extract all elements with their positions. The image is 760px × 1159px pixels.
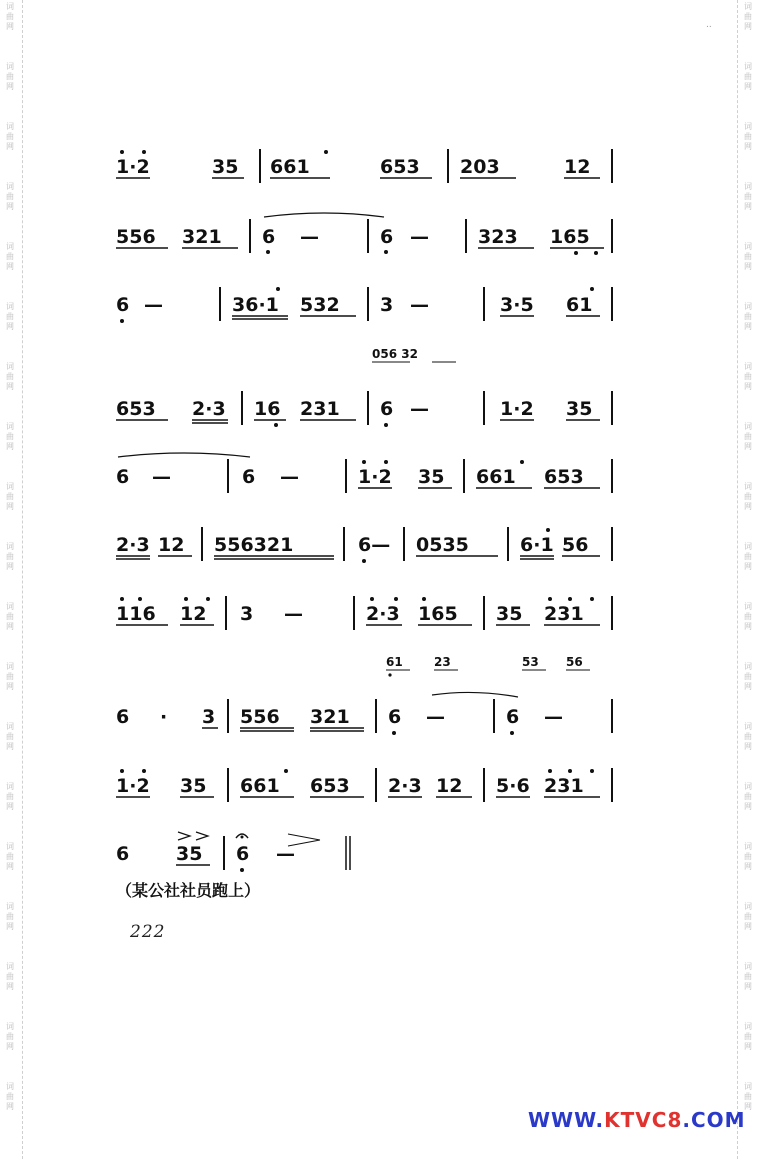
note-1-4: 653	[380, 156, 420, 178]
note-9-1: 1·2	[116, 775, 150, 797]
note-10-1: 6	[116, 843, 130, 865]
watermark-glyphs: 词 曲 网	[744, 902, 752, 931]
cue-8-3: 53	[522, 655, 539, 669]
note-2-4: —	[300, 226, 319, 248]
note-8-5: 321	[310, 706, 350, 728]
note-9-8: 231	[544, 775, 584, 797]
note-9-6: 12	[436, 775, 463, 797]
note-5-7: 661	[476, 466, 516, 488]
watermark-glyphs: 词 曲 网	[744, 242, 752, 271]
note-1-3: 661	[270, 156, 310, 178]
watermark-glyphs: 词 曲 网	[744, 122, 752, 151]
note-1-2: 35	[212, 156, 239, 178]
note-5-3: 6	[242, 466, 256, 488]
note-7-3: 3	[240, 603, 254, 625]
watermark-glyphs: 词 曲 网	[6, 602, 14, 631]
watermark-glyphs: 词 曲 网	[6, 182, 14, 211]
right-watermark-strip	[737, 0, 760, 1159]
note-8-8: 6	[506, 706, 520, 728]
note-3-2: —	[144, 294, 163, 316]
watermark-glyphs: 词 曲 网	[6, 62, 14, 91]
watermark-glyphs: 词 曲 网	[744, 1022, 752, 1051]
note-5-6: 35	[418, 466, 445, 488]
site-suffix: .COM	[682, 1108, 746, 1132]
watermark-glyphs: 词 曲 网	[744, 302, 752, 331]
watermark-glyphs: 词 曲 网	[6, 1082, 14, 1111]
page-number: 222	[130, 922, 166, 942]
note-2-6: —	[410, 226, 429, 248]
note-8-7: —	[426, 706, 445, 728]
note-3-5: 3	[380, 294, 394, 316]
note-4-5: 6	[380, 398, 394, 420]
note-1-6: 12	[564, 156, 591, 178]
site-brand: KTVC8	[604, 1108, 683, 1132]
watermark-glyphs: 词 曲 网	[6, 2, 14, 31]
score-line-8	[114, 695, 614, 735]
note-4-1: 653	[116, 398, 156, 420]
note-9-3: 661	[240, 775, 280, 797]
note-3-3: 36·1	[232, 294, 279, 316]
note-8-6: 6	[388, 706, 402, 728]
watermark-glyphs: 词 曲 网	[6, 422, 14, 451]
cue-8-2: 23	[434, 655, 451, 669]
score-line-3	[114, 283, 614, 323]
watermark-glyphs: 词 曲 网	[744, 62, 752, 91]
note-6-5: 0535	[416, 534, 469, 556]
score-line-4	[114, 387, 614, 427]
watermark-glyphs: 词 曲 网	[744, 722, 752, 751]
note-5-1: 6	[116, 466, 130, 488]
note-7-4: —	[284, 603, 303, 625]
watermark-glyphs: 词 曲 网	[6, 302, 14, 331]
score-line-6	[114, 523, 614, 563]
note-1-5: 203	[460, 156, 500, 178]
watermark-glyphs: 词 曲 网	[6, 362, 14, 391]
watermark-glyphs: 词 曲 网	[744, 2, 752, 31]
score-line-2	[114, 215, 614, 255]
site-prefix: WWW.	[528, 1108, 605, 1132]
note-2-7: 323	[478, 226, 518, 248]
watermark-glyphs: 词 曲 网	[744, 182, 752, 211]
cue-4: 056 32	[372, 347, 418, 361]
note-8-3: 3	[202, 706, 216, 728]
watermark-glyphs: 词 曲 网	[744, 362, 752, 391]
note-7-6: 165	[418, 603, 458, 625]
watermark-glyphs: 词 曲 网	[744, 422, 752, 451]
note-4-4: 231	[300, 398, 340, 420]
note-7-1: 116	[116, 603, 156, 625]
note-4-8: 35	[566, 398, 593, 420]
watermark-glyphs: 词 曲 网	[6, 962, 14, 991]
watermark-glyphs: 词 曲 网	[6, 722, 14, 751]
score-line-1	[114, 145, 614, 185]
note-3-8: 61	[566, 294, 593, 316]
note-9-2: 35	[180, 775, 207, 797]
note-9-4: 653	[310, 775, 350, 797]
watermark-glyphs: 词 曲 网	[744, 962, 752, 991]
watermark-glyphs: 词 曲 网	[744, 782, 752, 811]
note-1-1: 1·2	[116, 156, 150, 178]
watermark-glyphs: 词 曲 网	[744, 1082, 752, 1111]
note-2-5: 6	[380, 226, 394, 248]
note-7-2: 12	[180, 603, 207, 625]
watermark-glyphs: 词 曲 网	[6, 122, 14, 151]
watermark-glyphs: 词 曲 网	[6, 542, 14, 571]
cue-8-4: 56	[566, 655, 583, 669]
note-5-2: —	[152, 466, 171, 488]
note-6-4: 6—	[358, 534, 391, 556]
note-7-8: 231	[544, 603, 584, 625]
note-2-1: 556	[116, 226, 156, 248]
note-3-7: 3·5	[500, 294, 534, 316]
note-10-3: 6	[236, 843, 250, 865]
note-5-8: 653	[544, 466, 584, 488]
note-3-1: 6	[116, 294, 130, 316]
note-4-7: 1·2	[500, 398, 534, 420]
score-line-4-cue	[114, 340, 614, 364]
watermark-glyphs: 词 曲 网	[6, 482, 14, 511]
watermark-glyphs: 词 曲 网	[744, 542, 752, 571]
site-watermark[interactable]	[528, 1108, 746, 1132]
note-5-5: 1·2	[358, 466, 392, 488]
score-line-8-cue	[114, 648, 614, 678]
watermark-glyphs: 词 曲 网	[6, 902, 14, 931]
corner-mark: ..	[706, 20, 712, 30]
watermark-glyphs: 词 曲 网	[6, 242, 14, 271]
watermark-glyphs: 词 曲 网	[6, 662, 14, 691]
note-4-2: 2·3	[192, 398, 226, 420]
left-watermark-strip	[0, 0, 23, 1159]
note-6-6: 6·1	[520, 534, 554, 556]
watermark-glyphs: 词 曲 网	[744, 842, 752, 871]
note-8-1: 6	[116, 706, 130, 728]
note-4-3: 16	[254, 398, 281, 420]
score-line-10	[114, 832, 614, 872]
watermark-glyphs: 词 曲 网	[744, 482, 752, 511]
watermark-glyphs: 词 曲 网	[6, 782, 14, 811]
note-9-5: 2·3	[388, 775, 422, 797]
note-3-6: —	[410, 294, 429, 316]
note-4-6: —	[410, 398, 429, 420]
stage-direction: （某公社社员跑上）	[116, 881, 261, 900]
note-9-7: 5·6	[496, 775, 530, 797]
score-line-7	[114, 592, 614, 632]
note-3-4: 532	[300, 294, 340, 316]
note-7-5: 2·3	[366, 603, 400, 625]
note-10-4: —	[276, 843, 295, 865]
note-2-8: 165	[550, 226, 590, 248]
watermark-glyphs: 词 曲 网	[6, 842, 14, 871]
score-line-5	[114, 455, 614, 495]
watermark-glyphs: 词 曲 网	[744, 662, 752, 691]
note-2-3: 6	[262, 226, 276, 248]
score-line-9	[114, 764, 614, 804]
note-5-4: —	[280, 466, 299, 488]
note-7-7: 35	[496, 603, 523, 625]
note-8-9: —	[544, 706, 563, 728]
note-8-4: 556	[240, 706, 280, 728]
note-6-7: 56	[562, 534, 589, 556]
note-6-1: 2·3	[116, 534, 150, 556]
cue-8-1: 61	[386, 655, 403, 669]
note-6-2: 12	[158, 534, 185, 556]
note-6-3: 556321	[214, 534, 294, 556]
watermark-glyphs: 词 曲 网	[744, 602, 752, 631]
note-10-2: 35	[176, 843, 203, 865]
note-8-2: ·	[160, 706, 168, 728]
note-2-2: 321	[182, 226, 222, 248]
watermark-glyphs: 词 曲 网	[6, 1022, 14, 1051]
